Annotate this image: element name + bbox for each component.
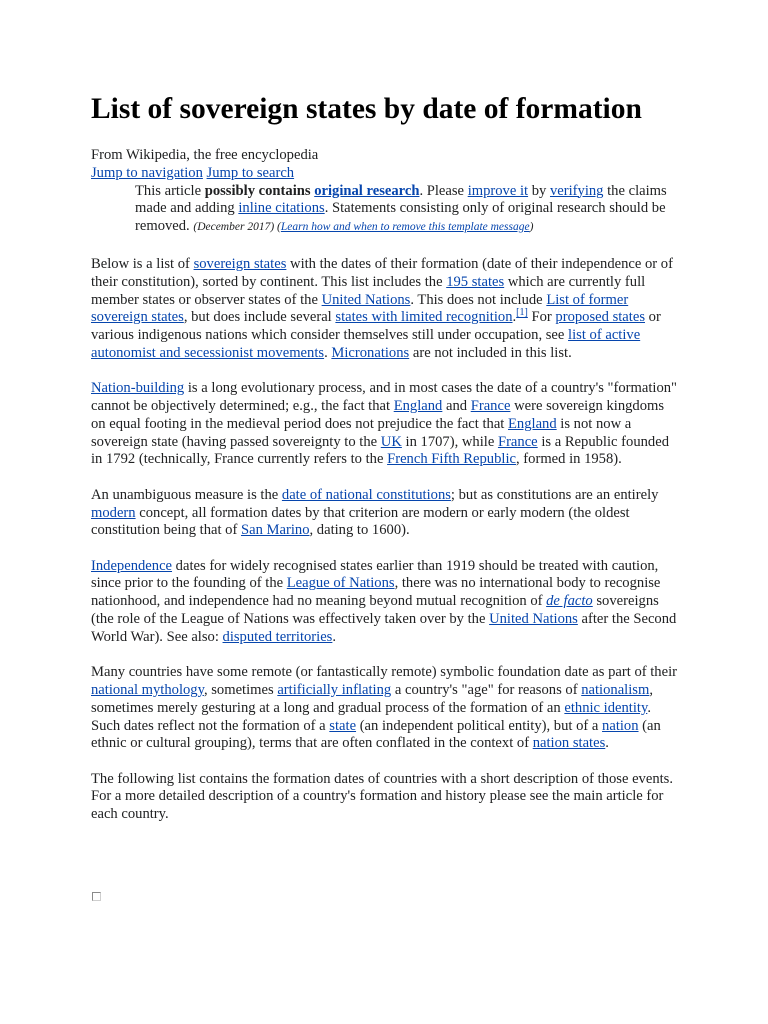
independence-link[interactable]: Independence [91,557,173,574]
jump-to-navigation-link[interactable]: Jump to navigation [91,164,203,181]
nationalism-link[interactable]: nationalism [581,681,650,698]
artificially-inflating-link[interactable]: artificially inflating [277,681,392,698]
learn-how-link[interactable]: Learn how and when to remove this template message [280,221,530,234]
france-link[interactable]: France [470,398,511,415]
paragraph-intro [91,256,681,363]
notice-bold: possibly contains [204,182,315,199]
secessionist-movements-link[interactable]: list of active autonomist and secessionist movements [91,327,641,361]
french-fifth-republic-link[interactable]: French Fifth Republic [387,451,516,468]
paragraph-text: a country's "age" for reasons of [391,681,582,698]
paragraph-text: are not included in this list. [409,344,572,361]
notice-paren: ( [274,221,281,234]
original-research-notice [135,183,675,237]
paragraph-text: ; but as constitutions are an entirely [450,486,659,503]
paragraph-text: . [512,309,517,326]
notice-text: This article [135,182,205,199]
micronations-link[interactable]: Micronations [331,344,410,361]
paragraph-text: Many countries have some remote (or fantastically remote) symbolic foundation date as part of their [91,664,677,681]
england-link[interactable]: England [508,415,557,432]
paragraph-text: were sovereign kingdoms on equal footing in the medieval period does not prejudice the fact that [91,398,665,432]
paragraph-text: dates for widely recognised states earlier than 1919 should be treated with caution, since prior to the founding of the [91,557,659,592]
notice-text: by [528,182,550,199]
sovereign-states-link[interactable]: sovereign states [193,255,287,272]
paragraph-text: (an independent political entity), but of a [356,717,603,734]
league-of-nations-link[interactable]: League of Nations [286,575,395,592]
paragraph-text: . [324,344,332,361]
paragraph-mythology [91,664,681,753]
paragraph-text: , there was no international body to recognise nationhood, and independence had no meaning beyond mutual recognition of [91,575,661,610]
paragraph-text: . Such dates reflect not the formation of a [91,699,651,734]
paragraph-text: (an ethnic or cultural grouping), terms that are often conflated in the context of [91,717,661,752]
paragraph-text: is a long evolutionary process, and in most cases the date of a country's "formation" cannot be objectively determined; e.g., the fact that [91,380,678,415]
paragraph-text: is not now a sovereign state (having passed sovereignty to the [91,415,632,450]
paragraph-text: An unambiguous measure is the [91,486,282,503]
france-link[interactable]: France [497,433,538,450]
limited-recognition-link[interactable]: states with limited recognition [335,309,513,326]
paragraph-constitutions [91,487,681,540]
paragraph-text: Below is a list of [91,255,194,272]
paragraph-text: concept, all formation dates by that criterion are modern or early modern (the oldest constitution being that of [91,504,630,539]
paragraph-text: after the Second World War). See also: [91,611,677,645]
paragraph-list-intro [91,771,681,824]
notice-date: (December 2017) [193,221,275,234]
paragraph-text: and [442,398,471,415]
article-content [91,91,681,824]
paragraph-text: is a Republic founded in 1792 (technically, France currently refers to the [91,433,669,468]
original-research-link[interactable]: original research [314,182,420,199]
paragraph-text: with the dates of their formation (date of their independence or of their constitution), sorted by continent. This list includes the [91,255,673,290]
paragraph-text: which are currently full member states or observer states of the [91,273,646,308]
broken-image-icon [92,892,101,901]
nation-link[interactable]: nation [602,717,639,734]
inline-citations-link[interactable]: inline citations [238,200,325,217]
paragraph-text: , sometimes [203,681,278,698]
paragraph-text: , dating to 1600). [309,522,410,539]
paragraph-text: , formed in 1958). [516,451,622,468]
modern-link[interactable]: modern [91,504,136,521]
ethnic-identity-link[interactable]: ethnic identity [564,699,648,716]
state-link[interactable]: state [329,717,357,734]
national-mythology-link[interactable]: national mythology [91,681,204,698]
national-constitutions-link[interactable]: date of national constitutions [281,486,451,503]
195-states-link[interactable]: 195 states [446,273,505,290]
nation-states-link[interactable]: nation states [532,735,606,752]
notice-text: the claims made and adding [135,182,667,217]
paragraph-text: . [332,628,337,645]
united-nations-link[interactable]: United Nations [321,291,411,308]
nation-building-link[interactable]: Nation-building [91,380,185,397]
de-facto-link[interactable]: de facto [546,593,593,610]
reference-link[interactable]: [1] [516,307,528,319]
paragraph-nation-building [91,380,681,469]
jump-to-search-link[interactable]: Jump to search [206,164,295,181]
notice-text: . Please [419,182,468,199]
verifying-link[interactable]: verifying [549,182,604,199]
page-title: List of sovereign states by date of formation [91,93,642,125]
paragraph-text: in 1707), while [401,433,498,450]
disputed-territories-link[interactable]: disputed territories [222,628,333,645]
paragraph-text: , but does include several [183,309,336,326]
jump-links [91,165,681,183]
paragraph-text: The following list contains the formation dates of countries with a short description of those events. For a more detailed description of a country's formation and history please see the main article for each country. [91,770,674,823]
paragraph-text: . This does not include [410,291,547,308]
paragraph-text: . [605,735,609,752]
paragraph-text: or various indigenous nations which consider themselves still under occupation, see [91,309,661,344]
notice-text: . Statements consisting only of original research should be removed. [135,200,666,235]
site-subtitle: From Wikipedia, the free encyclopedia [91,147,319,163]
paragraph-text: sovereigns (the role of the League of Nations was effectively taken over by the [91,593,659,628]
former-sovereign-states-link[interactable]: List of former sovereign states [91,291,629,326]
paragraph-independence [91,558,681,647]
improve-it-link[interactable]: improve it [467,182,529,199]
paragraph-text: , sometimes merely gesturing at a long and gradual process of the formation of an [91,681,653,716]
paragraph-text: For [527,309,556,326]
proposed-states-link[interactable]: proposed states [555,309,645,326]
uk-link[interactable]: UK [380,433,402,450]
notice-paren: ) [529,221,534,234]
england-link[interactable]: England [393,398,443,415]
united-nations-link[interactable]: United Nations [489,611,578,628]
san-marino-link[interactable]: San Marino [240,522,310,539]
